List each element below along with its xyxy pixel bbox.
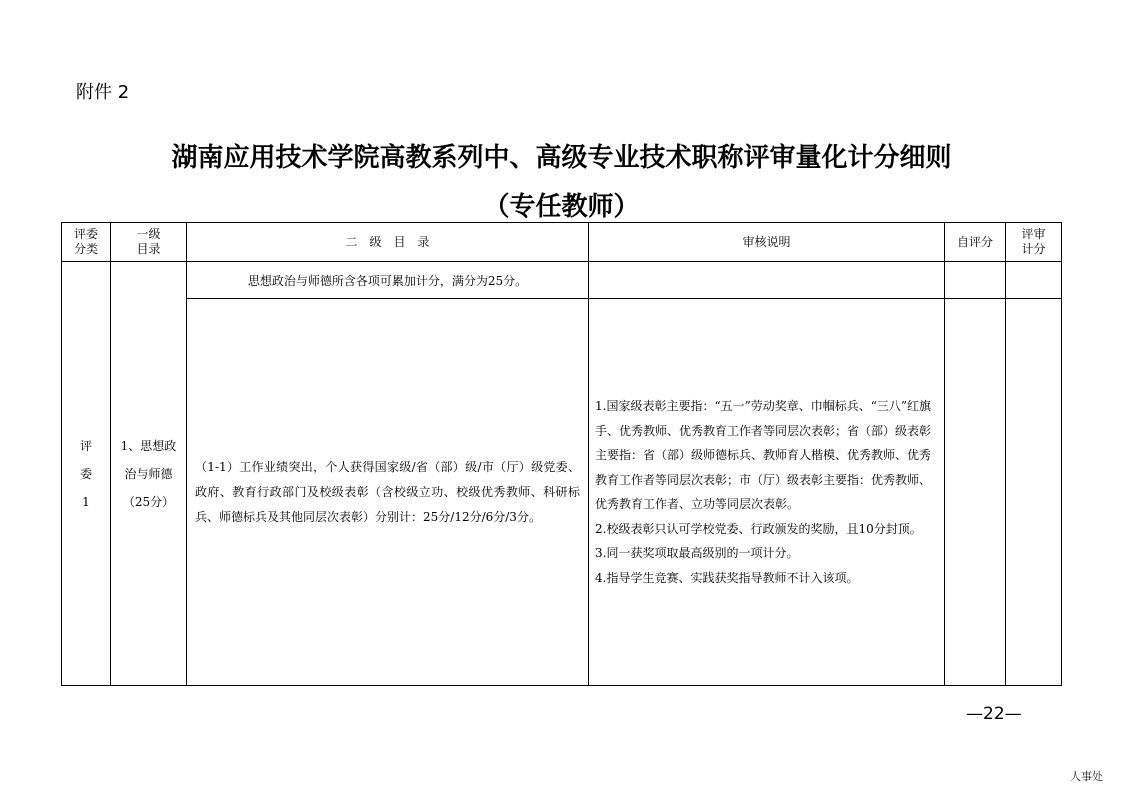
review-note-3: 3.同一获奖项取最高级别的一项计分。 <box>595 546 799 560</box>
header-level1 <box>111 223 187 262</box>
scoring-table <box>61 222 1062 686</box>
review-note-4: 4.指导学生竞赛、实践获奖指导教师不计入该项。 <box>595 570 859 585</box>
header-committee-category-label: 评委分类 <box>73 227 98 256</box>
department-stamp: 人事处 <box>1070 770 1103 783</box>
attachment-label: 附件 2 <box>76 82 130 103</box>
self-score-cell[interactable] <box>945 299 1006 686</box>
review-note-1: 1.国家级表彰主要指：“五一”劳动奖章、巾帼标兵、“三八”红旗手、优秀教师、优秀教育工作者等同层次表彰；省（部）级表彰主要指：省（部）级师德标兵、教师育人楷模、优秀教师、优秀教育工作者等同层次表彰；市（厅）级表彰主要指：优秀教师、优秀教育工作者、立功等同层次表彰。 <box>595 399 932 511</box>
table-header-row <box>62 223 1062 262</box>
document-title: 湖南应用技术学院高教系列中、高级专业技术职称评审量化计分细则 <box>171 143 952 173</box>
committee-cell <box>62 262 111 686</box>
level1-cell <box>111 262 187 686</box>
note-row-cell: 思想政治与师德所含各项可累加计分，满分为25分。 <box>187 262 589 299</box>
header-review-notes: 审核说明 <box>589 223 945 262</box>
review-score-cell[interactable] <box>1006 299 1062 686</box>
page-number: —22— <box>966 704 1022 724</box>
note-row-review-cell <box>589 262 945 299</box>
note-row-review-score-cell[interactable] <box>1006 262 1062 299</box>
header-review-score-label: 评审计分 <box>1021 227 1046 256</box>
table-row <box>62 262 1062 299</box>
committee-label: 评委1 <box>79 438 92 509</box>
header-level1-label: 一级目录 <box>136 227 161 256</box>
item-cell: （1-1）工作业绩突出，个人获得国家级/省（部）级/市（厅）级党委、政府、教育行政部门及校级表彰（含校级立功、校级优秀教师、科研标兵、师德标兵及其他同层次表彰）分别计：25分/12分/6分/3分。 <box>187 299 589 686</box>
header-self-score: 自评分 <box>945 223 1006 262</box>
level1-label: 1、思想政治与师德（25分） <box>120 438 177 509</box>
note-row-self-score-cell[interactable] <box>945 262 1006 299</box>
header-level2: 二 级 目 录 <box>187 223 589 262</box>
review-note-2: 2.校级表彰只认可学校党委、行政颁发的奖励，且10分封顶。 <box>595 521 922 536</box>
review-notes-cell <box>589 299 945 686</box>
table-row <box>62 299 1062 686</box>
header-committee-category <box>62 223 111 262</box>
header-review-score <box>1006 223 1062 262</box>
document-subtitle: （专任教师） <box>483 192 640 222</box>
